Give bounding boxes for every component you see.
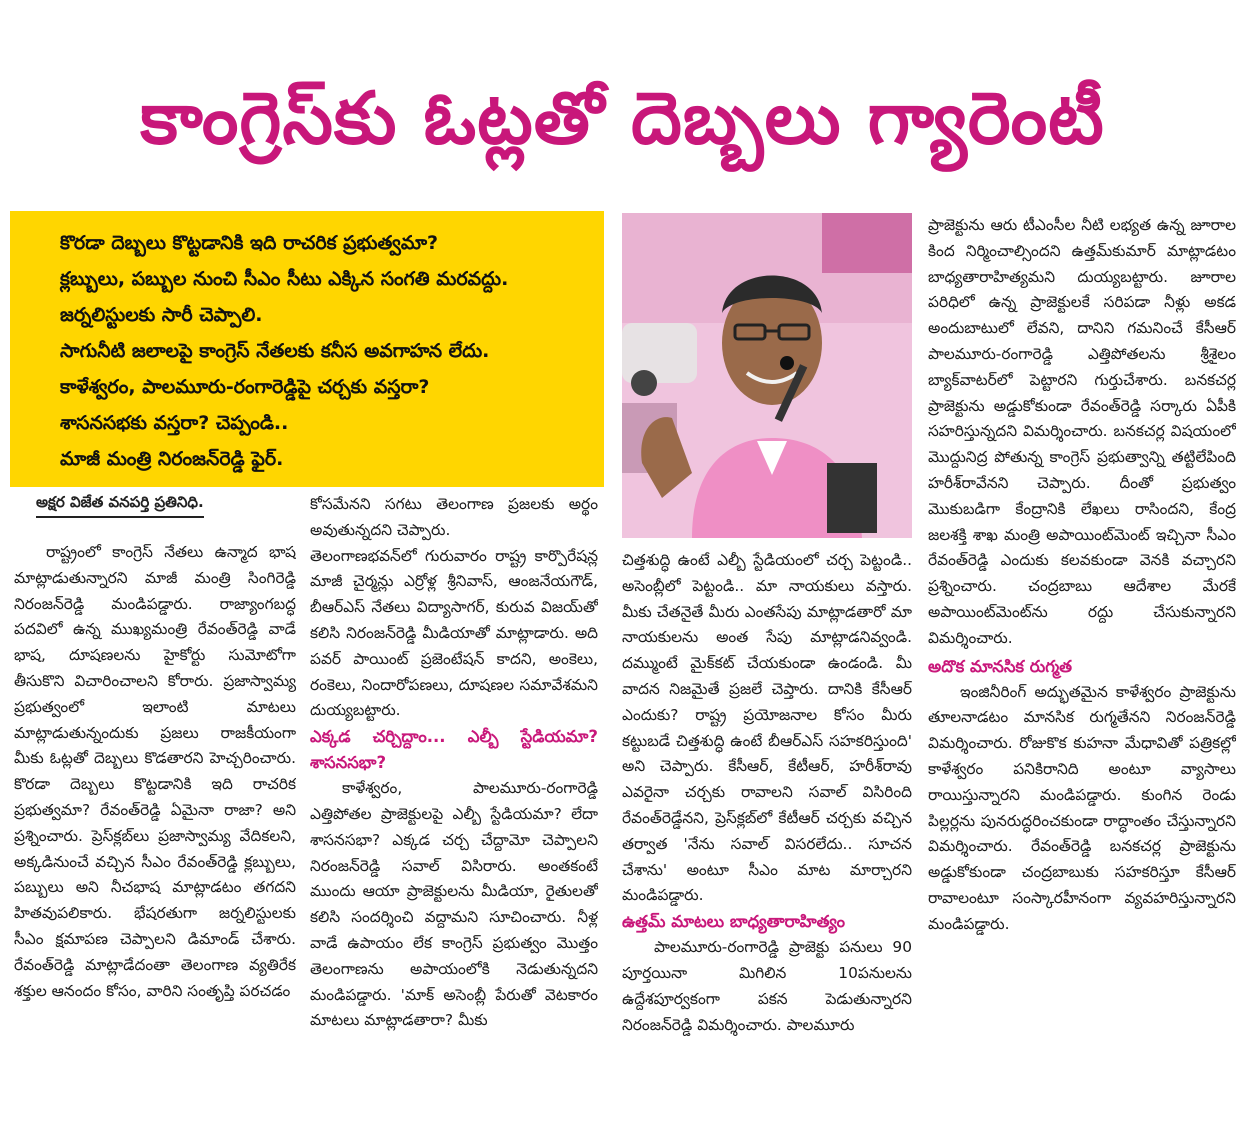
highlight-line: కాళేశ్వరం, పాలమూరు-రంగారెడ్డిపై చర్చకు వస్తరా? [60, 376, 430, 398]
highlight-line: జర్నలిస్టులకు సారీ చెప్పాలి. [60, 304, 263, 326]
paragraph: ఇంజినీరింగ్ అద్భుతమైన కాళేశ్వరం ప్రాజెక్టును తూలనాడటం మానసిక రుగ్మతేనని నిరంజన్‌రెడ్డి విమర్శించారు. రోజుకొక కుహనా మేధావితో పత్రికల్లో కాళేశ్వరం పనికిరానిది అంటూ వ్యాసాలు రాయిస్తున్నారని మండిపడ్డారు. కుంగిన రెండు పిల్లర్లను పునరుద్ధరించకుండా రాద్ధాంతం చేస్తున్నారని విమర్శించారు. రేవంత్‌రెడ్డి బనకచర్ల ప్రాజెక్టును అడ్డుకోకుండా చంద్రబాబుకు సహకరిస్తూ కేసీఆర్ రావాలంటూ సంస్కారహీనంగా వ్యవహరిస్తున్నారని మండిపడ్డారు. [928, 682, 1236, 933]
article-column-2 [310, 492, 598, 1102]
paragraph: రాష్ట్రంలో కాంగ్రెస్ నేతలు ఉన్మాద భాష మాట్లాడుతున్నారని మాజీ మంత్రి సింగిరెడ్డి నిరంజన్‌రెడ్డి మండిపడ్డారు. రాజ్యాంగబద్ధ పదవిలో ఉన్న ముఖ్యమంత్రి రేవంత్‌రెడ్డి వాడే భాష, దూషణలను హైకోర్టు సుమోటోగా తీసుకొని విచారించాలని కోరారు. ప్రజాస్వామ్య ప్రభుత్వంలో ఇలాంటి మాటలు మాట్లాడుతున్నందుకు ప్రజలు రాజకీయంగా మీకు ఓట్లతో దెబ్బలు కొడతారని హెచ్చరించారు. కొరడా దెబ్బలు కొట్టడానికి ఇది రాచరిక ప్రభుత్వమా? రేవంత్‌రెడ్డి ఏమైనా రాజా? అని ప్రశ్నించారు. ప్రెస్‌క్లబ్‌లు ప్రజాస్వామ్య వేదికలని, అక్కడినుంచే వచ్చిన సీఎం రేవంత్‌రెడ్డి క్లబ్బులు, పబ్బులు అని నీచభాష మాట్లాడటం తగదని హితవుపలికారు. భేషరతుగా జర్నలిస్టులకు సీఎం క్షమాపణ చెప్పాలని డిమాండ్ చేశారు. రేవంత్‌రెడ్డి మాట్లాడేదంతా తెలంగాణ వ్యతిరేక శక్తుల ఆనందం కోసం, వారిని సంతృప్తి పరచడం [14, 543, 296, 1000]
byline: అక్షర విజేత వనపర్తి ప్రతినిధి. [36, 493, 204, 518]
highlight-line: శాసనసభకు వస్తరా? చెప్పండి.. [60, 412, 289, 434]
headline: కాంగ్రెస్‌కు ఓట్లతో దెబ్బలు గ్యారెంటీ [140, 76, 1105, 160]
paragraph: తెలంగాణభవన్‌లో గురువారం రాష్ట్ర కార్పొరేషన్ల మాజీ చైర్మన్లు ఎర్రోళ్ల శ్రీనివాస్, ఆంజనేయగౌడ్, బీఆర్‌ఎస్ నేతలు విద్యాసాగర్, కురువ విజయ్‌తో కలిసి నిరంజన్‌రెడ్డి మీడియాతో మాట్లాడారు. అది పవర్ పాయింట్ ప్రజెంటేషన్ కాదని, అంకెలు, రంకెలు, నిందారోపణలు, దూషణల సమావేశమని దుయ్యబట్టారు. [310, 546, 598, 720]
article-column-1 [14, 540, 296, 1100]
highlight-line: క్లబ్బులు, పబ్బుల నుంచి సీఎం సీటు ఎక్కిన సంగతి మరవద్దు. [60, 268, 509, 290]
subheading: ఉత్తమ్ మాటలు బాధ్యతారాహిత్యం [622, 912, 845, 932]
paragraph: పాలమూరు-రంగారెడ్డి ప్రాజెక్టు పనులు 90 పూర్తయినా మిగిలిన 10పనులను ఉద్దేశపూర్వకంగా పకన పెడుతున్నారని నిరంజన్‌రెడ్డి విమర్శించారు. పాలమూరు [622, 938, 912, 1034]
paragraph: చిత్తశుద్ధి ఉంటే ఎల్బీ స్టేడియంలో చర్చ పెట్టండి.. అసెంబ్లీలో పెట్టండి.. మా నాయకులు వస్తారు. మీకు చేతనైతే మీరు ఎంతసేపు మాట్లాడతారో మా నాయకులను అంత సేపు మాట్లాడనివ్వండి. దమ్ముంటే మైక్‌కట్ చేయకుండా ఉండండి. మీ వాదన నిజమైతే ప్రజలే చెప్తారు. దానికి కేసీఆర్ ఎందుకు? రాష్ట్ర ప్రయోజనాల కోసం మీరు కట్టుబడే చిత్తశుద్ధి ఉంటే బీఆర్‌ఎస్ సహకరిస్తుంది' అని చెప్పారు. కేసీఆర్, కేటీఆర్, హరీశ్‌రావు ఎవరైనా చర్చకు రావాలని సవాల్ విసిరింది రేవంత్‌రెడ్డేనని, ప్రెస్‌క్లబ్‌లో కేటీఆర్ చర్చకు వచ్చిన తర్వాత 'నేను సవాల్ విసరలేదు.. సూచన చేశాను' అంటూ సీఎం మాట మార్చారని మండిపడ్డారు. [622, 551, 912, 905]
subheading: ఎక్కడ చర్చిద్దాం... ఎల్బీ స్టేడియమా? శాసనసభా? [310, 727, 598, 773]
subheading: అదొక మానసిక రుగ్మత [928, 656, 1072, 676]
article-column-3 [622, 548, 912, 1103]
highlight-line: కొరడా దెబ్బలు కొట్టడానికి ఇది రాచరిక ప్రభుత్వమా? [60, 232, 439, 254]
article-column-4 [928, 213, 1236, 1105]
politician-photo [622, 213, 912, 538]
paragraph: ప్రాజెక్టును ఆరు టీఎంసీల నీటి లభ్యత ఉన్న జూరాల కింద నిర్మించాల్సిందని ఉత్తమ్‌కుమార్ మాట్లాడటం బాధ్యతారాహిత్యమని దుయ్యబట్టారు. జూరాల పరిధిలో ఉన్న ప్రాజెక్టులకే సరిపడా నీళ్లు అకడ అందుబాటులో లేవని, దానిని గమనించే కేసీఆర్ పాలమూరు-రంగారెడ్డి ఎత్తిపోతలను శ్రీశైలం బ్యాక్‌వాటర్‌లో పెట్టారని గుర్తుచేశారు. బనకచర్ల ప్రాజెక్టును అడ్డుకోకుండా రేవంత్‌రెడ్డి సర్కారు ఏపీకి సహరిస్తున్నదని విమర్శించారు. బనకచర్ల విషయంలో మొద్దునిద్ర పోతున్న కాంగ్రెస్ ప్రభుత్వాన్ని తట్టిలేపింది హరీశ్‌రావేనని చెప్పారు. దీంతో ప్రభుత్వం మొకుబడిగా కేంద్రానికి లేఖలు రాసిందని, కేంద్ర జలశక్తి శాఖ మంత్రి అపాయింట్‌మెంట్ ఇచ్చినా సీఎం రేవంత్‌రెడ్డి ఎందుకు కలవకుండా వెనకి వచ్చారని ప్రశ్నించారు. చంద్రబాబు ఆదేశాల మేరకే అపాయింట్‌మెంట్‌ను రద్దు చేసుకున్నారని విమర్శించారు. [928, 216, 1236, 647]
paragraph: కాళేశ్వరం, పాలమూరు-రంగారెడ్డి ఎత్తిపోతల ప్రాజెక్టులపై ఎల్బీ స్టేడియమా? లేదా శాసనసభా? ఎక్కడ చర్చ చేద్దామో చెప్పాలని నిరంజన్‌రెడ్డి సవాల్ విసిరారు. అంతకంటే ముందు ఆయా ప్రాజెక్టులను మీడియా, రైతులతో కలిసి సందర్శించి వద్దామని సూచించారు. నీళ్ల వాడే ఉపాయం లేక కాంగ్రెస్ ప్రభుత్వం మొత్తం తెలంగాణను అపాయంలోకి నెడుతున్నదని మండిపడ్డారు. 'మాక్ అసెంబ్లీ పేరుతో వెటకారం మాటలు మాట్లాడతారా? మీకు [310, 779, 598, 1030]
highlight-line: సాగునీటి జలాలపై కాంగ్రెస్ నేతలకు కనీస అవగాహన లేదు. [60, 340, 490, 362]
highlight-line: మాజీ మంత్రి నిరంజన్‌రెడ్డి ఫైర్. [60, 448, 284, 470]
highlight-box [10, 211, 604, 487]
paragraph: కోసమేనని సగటు తెలంగాణ ప్రజలకు అర్థం అవుతున్నదని చెప్పారు. [310, 495, 598, 539]
